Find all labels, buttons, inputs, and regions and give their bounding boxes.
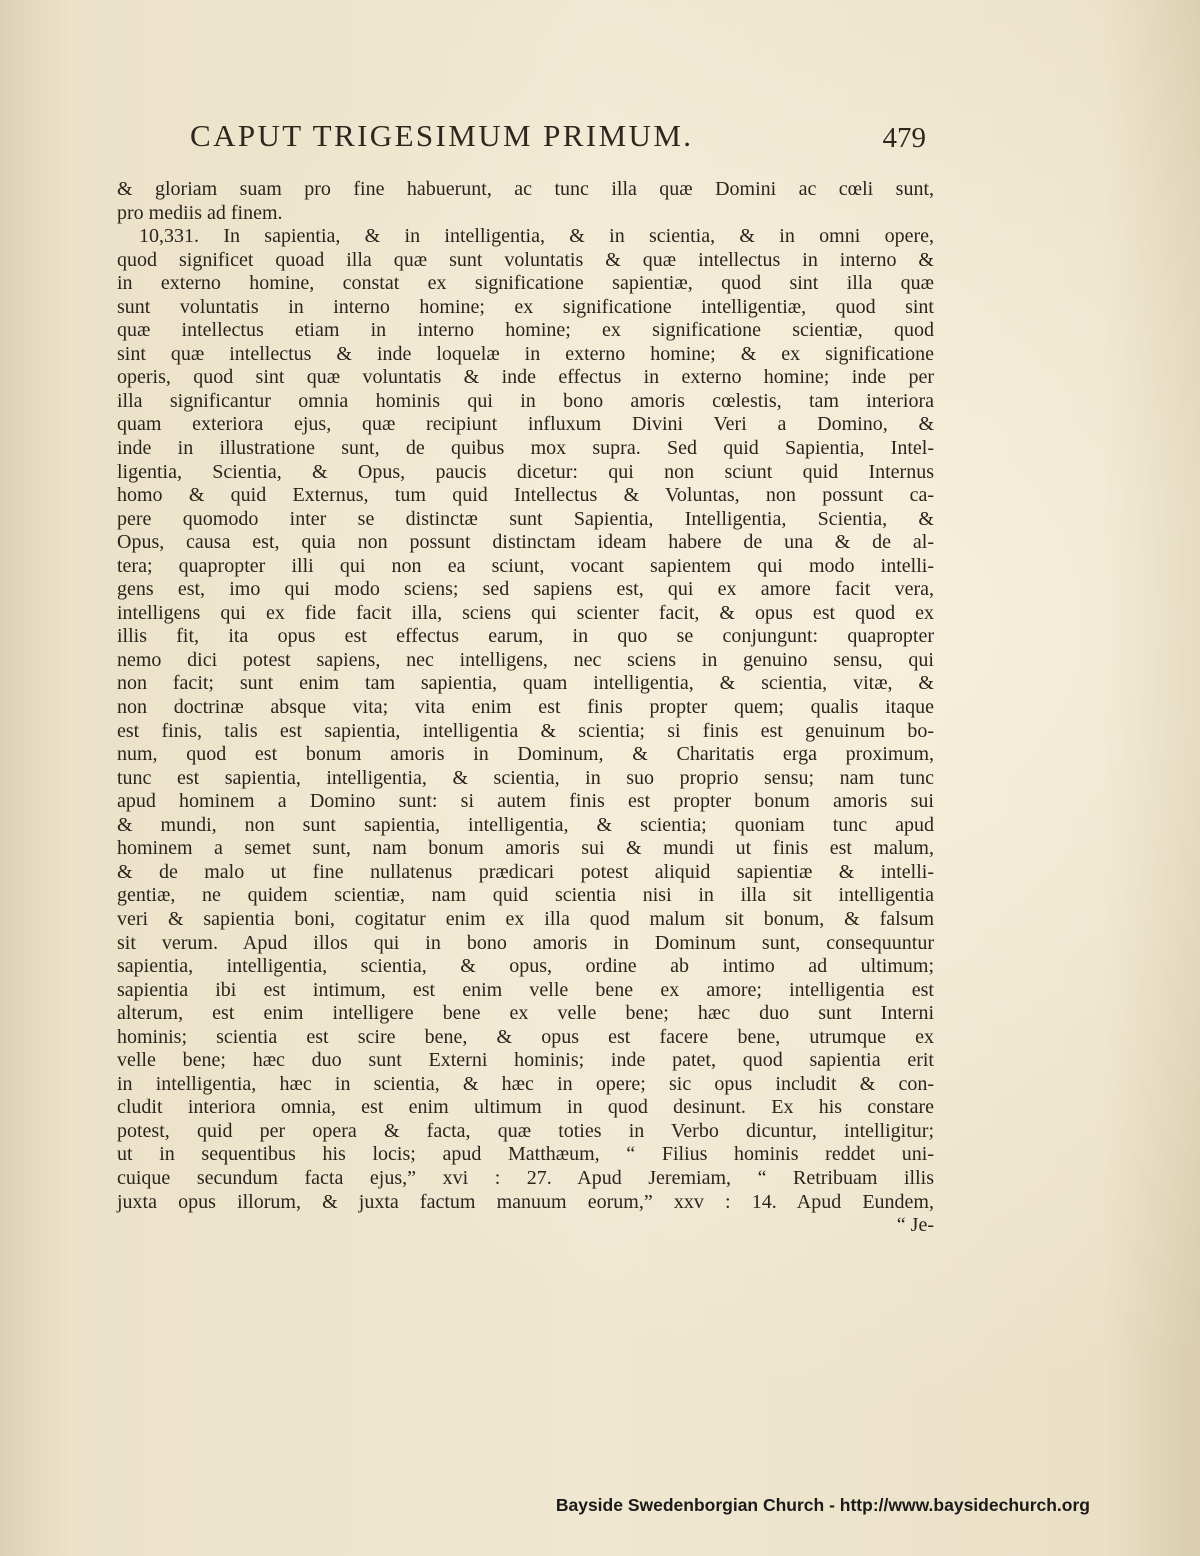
page-number: 479 (882, 122, 926, 154)
text-line: hominis; scientia est scire bene, & opus est facere bene, utrumque ex (117, 1025, 934, 1048)
text-line: & de malo ut fine nullatenus prædicari potest aliquid sapientiæ & intelli- (117, 860, 934, 883)
text-line: illa significantur omnia hominis qui in bono amoris cœlestis, tam interiora (117, 389, 934, 412)
text-line: quod significet quoad illa quæ sunt voluntatis & quæ intellectus in interno & (117, 248, 934, 271)
text-line: veri & sapientia boni, cogitatur enim ex illa quod malum sit bonum, & falsum (117, 907, 934, 930)
text-line: sunt voluntatis in interno homine; ex significatione intelligentiæ, quod sint (117, 295, 934, 318)
catchword: “ Je- (896, 1214, 934, 1237)
text-line: Opus, causa est, quia non possunt distinctam ideam habere de una & de al- (117, 531, 934, 554)
text-line: potest, quid per opera & facta, quæ toties in Verbo dicuntur, intelligitur; (117, 1119, 934, 1142)
footer-credit: Bayside Swedenborgian Church - http://www.baysidechurch.org (555, 1495, 1090, 1515)
text-line: tera; quapropter illi qui non ea sciunt, vocant sapientem qui modo intelli- (117, 554, 934, 577)
text-line: sapientia, intelligentia, scientia, & opus, ordine ab intimo ad ultimum; (117, 955, 934, 978)
text-line: velle bene; hæc duo sunt Externi hominis; inde patet, quod sapientia erit (117, 1049, 934, 1072)
text-line: cludit interiora omnia, est enim ultimum in quod desinunt. Ex his constare (117, 1096, 934, 1119)
text-line: quam exteriora ejus, quæ recipiunt influxum Divini Veri a Domino, & (117, 413, 934, 436)
page-header (190, 118, 930, 162)
text-line: sint quæ intellectus & inde loquelæ in externo homine; & ex significatione (117, 342, 934, 365)
text-line: tunc est sapientia, intelligentia, & scientia, in suo proprio sensu; nam tunc (117, 766, 934, 789)
text-line: operis, quod sint quæ voluntatis & inde effectus in externo homine; inde per (117, 366, 934, 389)
paragraph-start-line: 10,331. In sapientia, & in intelligentia, & in scientia, & in omni opere, (139, 225, 934, 248)
text-line: non doctrinæ absque vita; vita enim est finis propter quem; qualis itaque (117, 696, 934, 719)
text-line: juxta opus illorum, & juxta factum manuum eorum,” xxv : 14. Apud Eundem, (117, 1190, 934, 1213)
text-line: sapientia ibi est intimum, est enim velle bene ex amore; intelligentia est (117, 978, 934, 1001)
text-line: nemo dici potest sapiens, nec intelligens, nec sciens in genuino sensu, qui (117, 648, 934, 671)
text-line: gens est, imo qui modo sciens; sed sapiens est, qui ex amore facit vera, (117, 578, 934, 601)
text-line: & mundi, non sunt sapientia, intelligentia, & scientia; quoniam tunc apud (117, 813, 934, 836)
text-line: illis fit, ita opus est effectus earum, in quo se conjungunt: quapropter (117, 625, 934, 648)
text-line: num, quod est bonum amoris in Dominum, & Charitatis erga proximum, (117, 743, 934, 766)
text-line: ut in sequentibus his locis; apud Matthæum, “ Filius hominis reddet uni- (117, 1143, 934, 1166)
text-line: homo & quid Externus, tum quid Intellectus & Voluntas, non possunt ca- (117, 484, 934, 507)
running-title: CAPUT TRIGESIMUM PRIMUM. (190, 118, 694, 153)
text-line: gentiæ, ne quidem scientiæ, nam quid scientia nisi in illa sit intelligentia (117, 884, 934, 907)
text-line: quæ intellectus etiam in interno homine; ex significatione scientiæ, quod (117, 319, 934, 342)
text-line: alterum, est enim intelligere bene ex velle bene; hæc duo sunt Interni (117, 1002, 934, 1025)
body-text (117, 178, 934, 1238)
text-line: cuique secundum facta ejus,” xvi : 27. Apud Jeremiam, “ Retribuam illis (117, 1166, 934, 1189)
text-line: & gloriam suam pro fine habuerunt, ac tunc illa quæ Domini ac cœli sunt, (117, 178, 934, 200)
text-line: ligentia, Scientia, & Opus, paucis dicetur: qui non sciunt quid Internus (117, 460, 934, 483)
text-line: intelligens qui ex fide facit illa, sciens qui scienter facit, & opus est quod ex (117, 601, 934, 624)
text-line: hominem a semet sunt, nam bonum amoris sui & mundi ut finis est malum, (117, 837, 934, 860)
text-line: pro mediis ad finem. (117, 201, 283, 224)
text-line: sit verum. Apud illos qui in bono amoris in Dominum sunt, consequuntur (117, 931, 934, 954)
text-line: in intelligentia, hæc in scientia, & hæc in opere; sic opus includit & con- (117, 1072, 934, 1095)
text-line: in externo homine, constat ex significatione sapientiæ, quod sint illa quæ (117, 272, 934, 295)
text-line: pere quomodo inter se distinctæ sunt Sapientia, Intelligentia, Scientia, & (117, 507, 934, 530)
text-line: est finis, talis est sapientia, intelligentia & scientia; si finis est genuinum bo- (117, 719, 934, 742)
text-line: inde in illustratione sunt, de quibus mox supra. Sed quid Sapientia, Intel- (117, 437, 934, 460)
text-line: apud hominem a Domino sunt: si autem finis est propter bonum amoris sui (117, 790, 934, 813)
text-line: non facit; sunt enim tam sapientia, quam intelligentia, & scientia, vitæ, & (117, 672, 934, 695)
